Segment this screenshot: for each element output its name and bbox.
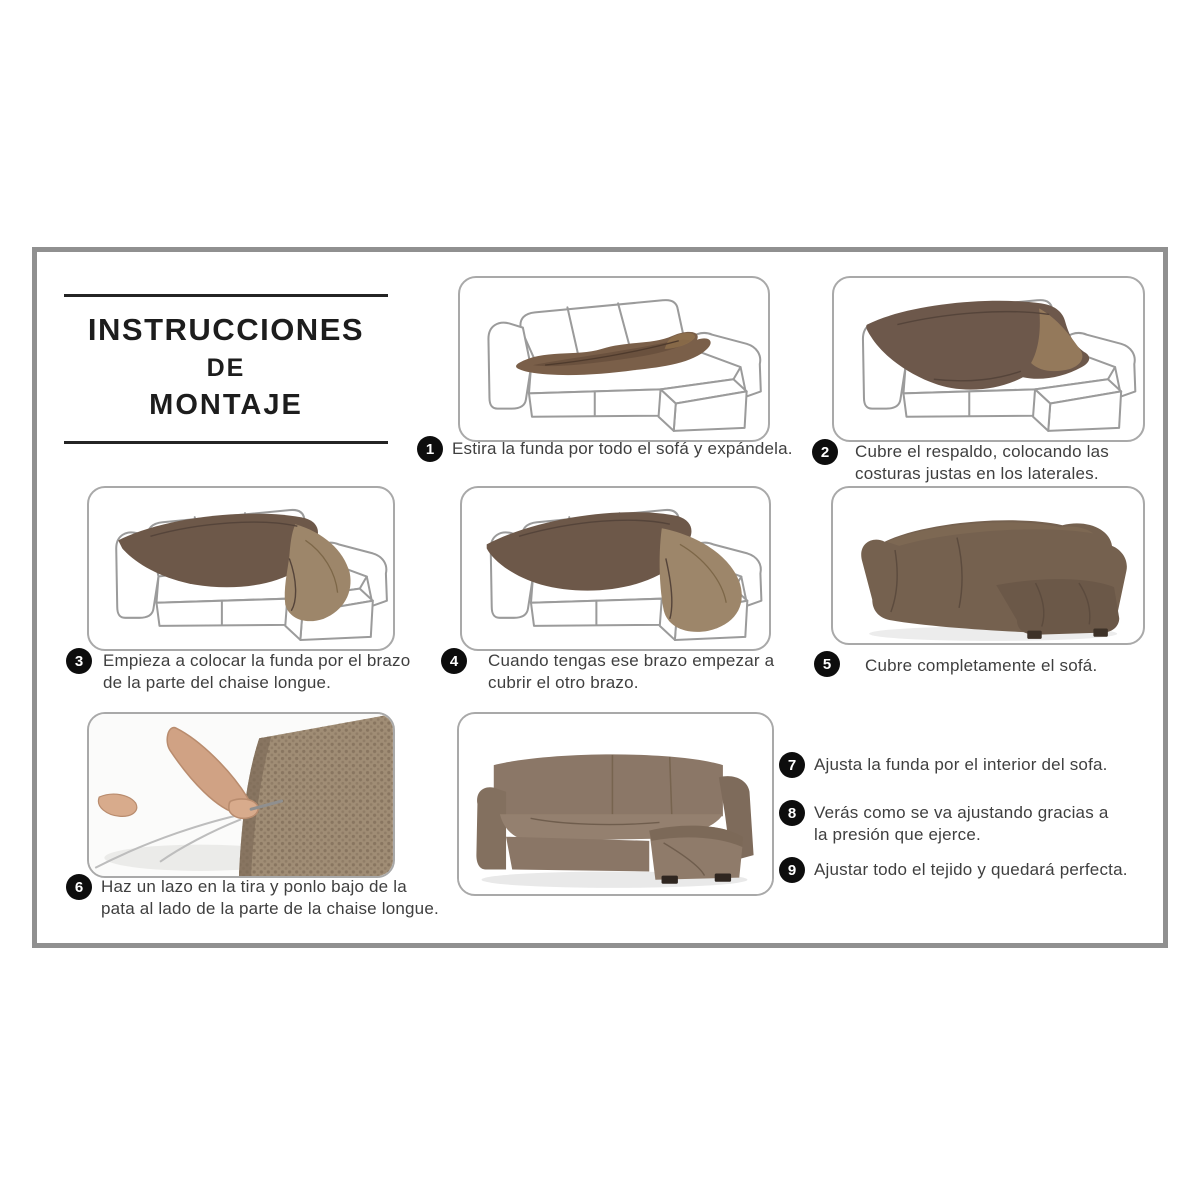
illustration-step-1 xyxy=(458,276,770,442)
step-4-caption xyxy=(441,648,811,695)
finished-covered-sofa-image xyxy=(459,714,772,894)
step-8-caption xyxy=(779,800,1179,847)
sofa-outline-cover-on-chaise-arm-image xyxy=(89,488,393,649)
sofa-fully-covered-image xyxy=(833,488,1143,643)
step-2-caption xyxy=(812,439,1172,486)
step-3-text-line-2: de la parte del chaise longue. xyxy=(103,673,332,693)
photo-finished-sofa xyxy=(457,712,774,896)
illustration-step-2 xyxy=(832,276,1145,442)
title-line-1: INSTRUCCIONES xyxy=(87,312,365,347)
step-8-text-line-1: Verás como se va ajustando gracias a xyxy=(814,803,1109,822)
step-1-number-badge: 1 xyxy=(417,436,443,462)
hands-tying-strap-image xyxy=(89,714,393,876)
title-line-3: MONTAJE xyxy=(149,389,303,421)
step-6-text-line-2: pata al lado de la parte de la chaise longue. xyxy=(101,899,439,919)
sofa-outline-cover-over-back-image xyxy=(834,278,1143,440)
step-4-text-line-2: cubrir el otro brazo. xyxy=(488,673,639,693)
sofa-outline-cover-both-arms-image xyxy=(462,488,769,649)
step-3-caption xyxy=(66,648,456,695)
step-3-text-line-1: Empieza a colocar la funda por el brazo xyxy=(103,651,411,670)
step-7-caption xyxy=(779,752,1179,778)
step-9-text: Ajustar todo el tejido y quedará perfecta. xyxy=(814,860,1128,879)
step-9-caption xyxy=(779,857,1179,883)
illustration-step-5 xyxy=(831,486,1145,645)
step-7-number-badge: 7 xyxy=(779,752,805,778)
page-title xyxy=(64,294,388,444)
step-7-text: Ajusta la funda por el interior del sofa. xyxy=(814,755,1108,774)
step-6-caption xyxy=(66,874,466,921)
step-5-text: Cubre completamente el sofá. xyxy=(865,656,1098,675)
step-5-number-badge: 5 xyxy=(814,651,840,677)
step-1-text: Estira la funda por todo el sofá y expándela. xyxy=(452,439,793,458)
title-line-2: DE xyxy=(206,353,246,382)
step-1-caption xyxy=(417,436,797,462)
step-8-number-badge: 8 xyxy=(779,800,805,826)
step-6-number-badge: 6 xyxy=(66,874,92,900)
step-3-number-badge: 3 xyxy=(66,648,92,674)
illustration-step-4 xyxy=(460,486,771,651)
illustration-step-3 xyxy=(87,486,395,651)
step-5-caption xyxy=(814,651,1154,677)
step-8-text-line-2: la presión que ejerce. xyxy=(814,825,981,845)
step-9-number-badge: 9 xyxy=(779,857,805,883)
step-4-text-line-1: Cuando tengas ese brazo empezar a xyxy=(488,651,775,670)
sofa-outline-cover-strip-image xyxy=(460,278,768,440)
step-6-text-line-1: Haz un lazo en la tira y ponlo bajo de la xyxy=(101,877,407,896)
step-4-number-badge: 4 xyxy=(441,648,467,674)
step-2-text-line-1: Cubre el respaldo, colocando las xyxy=(855,442,1109,461)
photo-step-6 xyxy=(87,712,395,878)
step-2-text-line-2: costuras justas en los laterales. xyxy=(855,464,1099,484)
step-2-number-badge: 2 xyxy=(812,439,838,465)
